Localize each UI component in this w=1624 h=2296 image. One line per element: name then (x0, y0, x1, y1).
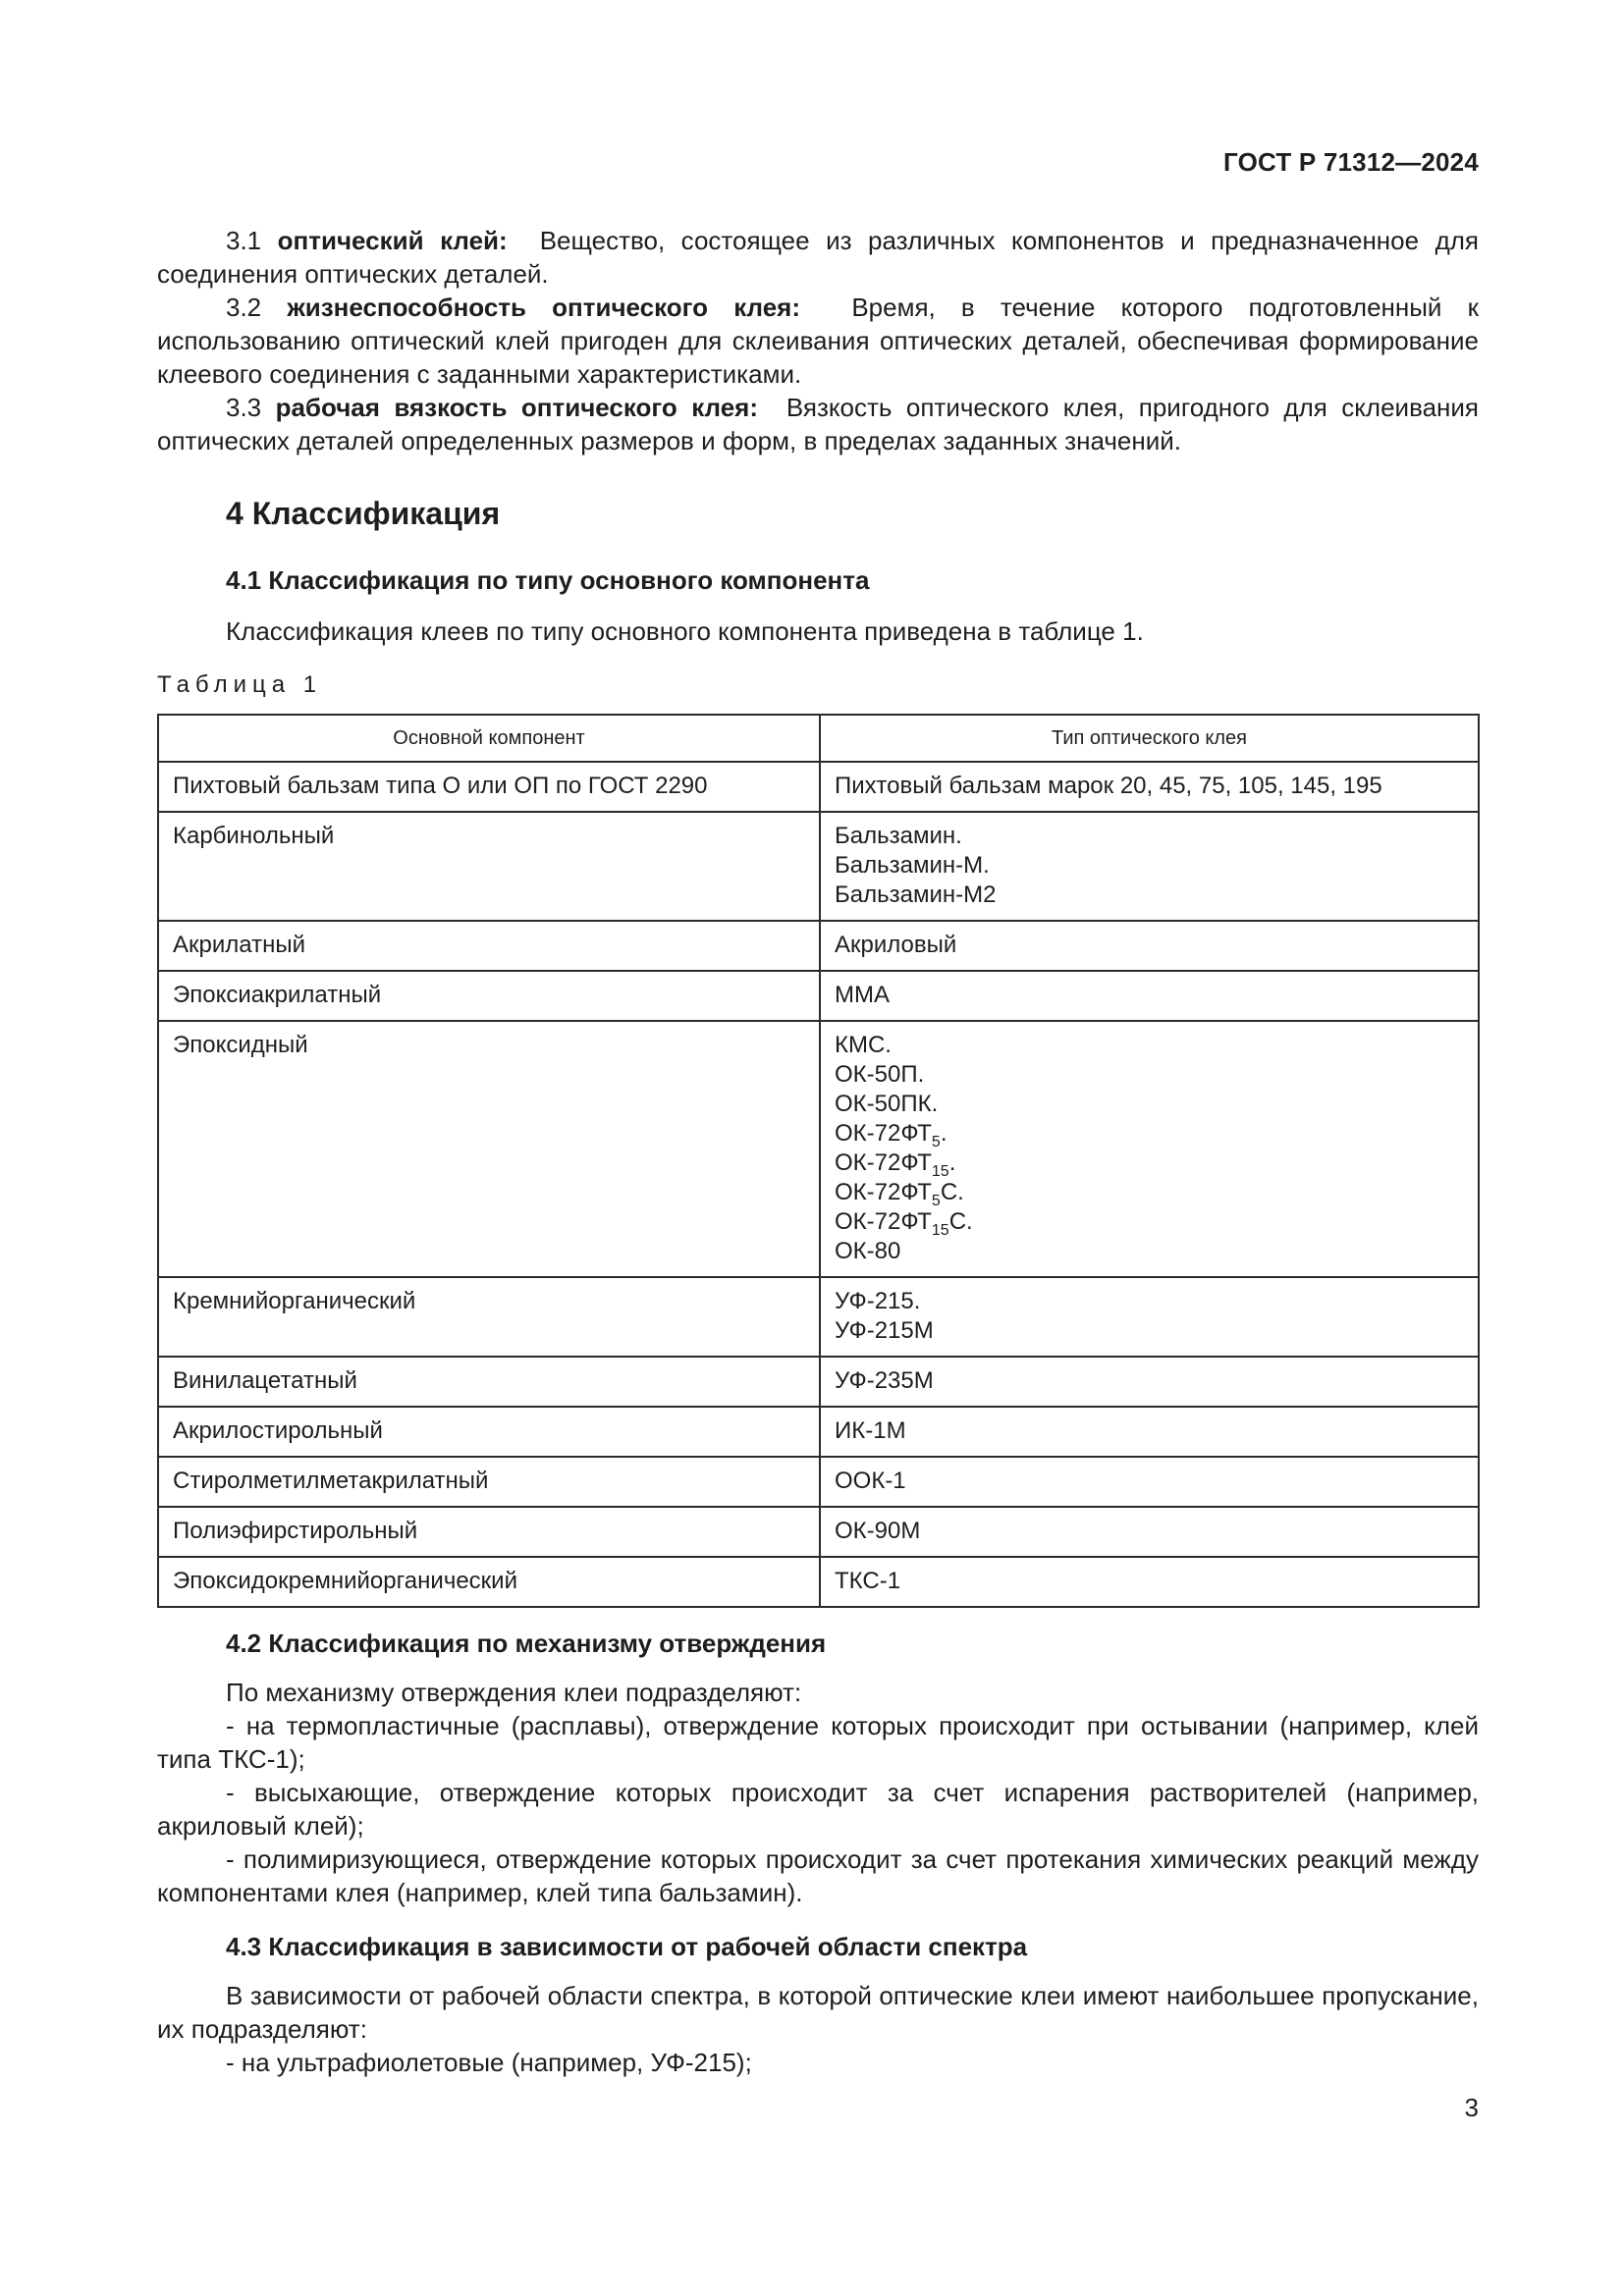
cell-component: Стиролметилметакрилатный (158, 1457, 820, 1507)
cell-component: Эпоксидный (158, 1021, 820, 1277)
table-row (158, 1277, 1479, 1357)
document-code: ГОСТ Р 71312—2024 (1223, 147, 1479, 177)
cell-component: Эпоксидокремнийорганический (158, 1557, 820, 1607)
cell-component: Кремнийорганический (158, 1277, 820, 1357)
adhesive-type-entry: Бальзамин-М. (835, 852, 990, 879)
paragraph: - на ультрафиолетовые (например, УФ-215); (226, 2048, 752, 2077)
cell-adhesive-type (820, 762, 1479, 812)
adhesive-type-entry: Акриловый (835, 932, 957, 958)
table-row (158, 1557, 1479, 1607)
table-row (158, 921, 1479, 971)
cell-component: Карбинольный (158, 812, 820, 921)
subsection-4-2 (157, 1627, 1479, 1909)
term-number: 3.3 (226, 393, 262, 422)
term-text: Вещество, состоящее из различных компонентов и предназначенное для соединения оптических деталей. (157, 226, 1479, 289)
cell-component: Винилацетатный (158, 1357, 820, 1407)
term-name: оптический клей: (277, 226, 508, 255)
cell-component: Пихтовый бальзам типа О или ОП по ГОСТ 2290 (158, 762, 820, 812)
term-definition-3-3 (157, 391, 1479, 457)
adhesive-type-entry: УФ-235М (835, 1367, 934, 1394)
cell-adhesive-type (820, 1357, 1479, 1407)
adhesive-type-entry: ОК-80 (835, 1238, 901, 1264)
adhesive-type-entry: Бальзамин. (835, 823, 962, 849)
cell-adhesive-type (820, 1557, 1479, 1607)
term-definition-3-2 (157, 291, 1479, 391)
cell-adhesive-type (820, 1277, 1479, 1357)
term-number: 3.2 (226, 293, 262, 322)
cell-component: Акрилостирольный (158, 1407, 820, 1457)
table-caption: Таблица 1 (157, 671, 323, 698)
table-row (158, 1357, 1479, 1407)
cell-adhesive-type (820, 812, 1479, 921)
term-number: 3.1 (226, 226, 262, 255)
page-number: 3 (1464, 2093, 1479, 2122)
subsection-4-3 (157, 1930, 1479, 2079)
section-title: 4 Классификация (226, 496, 501, 531)
paragraph: - на термопластичные (расплавы), отверждение которых происходит при остывании (например, клей типа ТКС-1); (157, 1711, 1479, 1774)
adhesive-type-entry: ОК-90М (835, 1518, 921, 1544)
table-row (158, 1407, 1479, 1457)
adhesive-type-entry: УФ-215М (835, 1317, 934, 1344)
adhesive-type-entry: $ОК-72ФТ_{15}С$. (835, 1208, 973, 1239)
table-row (158, 762, 1479, 812)
cell-adhesive-type (820, 1407, 1479, 1457)
table-row (158, 1507, 1479, 1557)
subsection-intro-4-1: Классификация клеев по типу основного компонента приведена в таблице 1. (226, 616, 1144, 646)
term-name: жизнеспособность оптического клея: (287, 293, 800, 322)
adhesive-type-entry: $ОК-72ФТ_{15}$. (835, 1149, 956, 1180)
paragraph: По механизму отверждения клеи подразделяют: (226, 1678, 802, 1707)
term-text: Вязкость оптического клея, пригодного для склеивания оптических деталей определенных размеров и форм, в пределах заданных значений. (157, 393, 1480, 455)
paragraph: - высыхающие, отверждение которых происходит за счет испарения растворителей (например, акриловый клей); (157, 1778, 1479, 1841)
cell-adhesive-type (820, 1457, 1479, 1507)
term-name: рабочая вязкость оптического клея: (275, 393, 758, 422)
cell-component: Полиэфирстирольный (158, 1507, 820, 1557)
adhesive-type-entry: ОК-50ПК. (835, 1091, 939, 1117)
adhesive-type-entry: $ОК-72ФТ_5С$. (835, 1179, 964, 1209)
term-text: Время, в течение которого подготовленный к использованию оптический клей пригоден для склеивания оптических деталей, обеспечивая формирование клеевого соединения с заданными характеристиками. (157, 293, 1479, 389)
subsection-title-4-3: 4.3 Классификация в зависимости от рабочей области спектра (226, 1932, 1028, 1961)
paragraph: В зависимости от рабочей области спектра, в которой оптические клеи имеют наибольшее пропускание, их подразделяют: (157, 1981, 1479, 2044)
paragraph: - полимиризующиеся, отверждение которых происходит за счет протекания химических реакций между компонентами клея (например, клей типа бальзамин). (157, 1844, 1479, 1907)
table-row (158, 1457, 1479, 1507)
table-row (158, 1021, 1479, 1277)
cell-component: Эпоксиакрилатный (158, 971, 820, 1021)
adhesive-type-entry: ММА (835, 982, 890, 1008)
adhesive-type-entry: КМС. (835, 1032, 892, 1058)
adhesive-type-entry: ТКС-1 (835, 1568, 901, 1594)
cell-adhesive-type (820, 971, 1479, 1021)
cell-adhesive-type (820, 1507, 1479, 1557)
term-definition-3-1 (157, 224, 1479, 291)
terms-block (157, 224, 1479, 457)
table-row (158, 971, 1479, 1021)
cell-adhesive-type (820, 921, 1479, 971)
subsection-title-4-2: 4.2 Классификация по механизму отверждения (226, 1629, 827, 1658)
adhesive-type-entry: ОК-50П. (835, 1061, 925, 1088)
classification-table (157, 714, 1480, 1608)
header-component: Основной компонент (158, 715, 820, 762)
adhesive-type-entry: $ОК-72ФТ_5$. (835, 1120, 947, 1150)
adhesive-type-entry: ИК-1М (835, 1417, 906, 1444)
adhesive-type-entry: УФ-215. (835, 1288, 921, 1314)
document-page (157, 0, 1479, 2296)
adhesive-type-entry: ООК-1 (835, 1468, 906, 1494)
adhesive-type-entry: Бальзамин-М2 (835, 881, 997, 908)
table-body (158, 762, 1479, 1607)
table-header-row (158, 715, 1479, 762)
subsection-title-4-1: 4.1 Классификация по типу основного компонента (226, 565, 870, 595)
cell-component: Акрилатный (158, 921, 820, 971)
adhesive-type-entry: Пихтовый бальзам марок 20, 45, 75, 105, 145, 195 (835, 773, 1382, 799)
table-row (158, 812, 1479, 921)
header-adhesive-type: Тип оптического клея (820, 715, 1479, 762)
cell-adhesive-type (820, 1021, 1479, 1277)
